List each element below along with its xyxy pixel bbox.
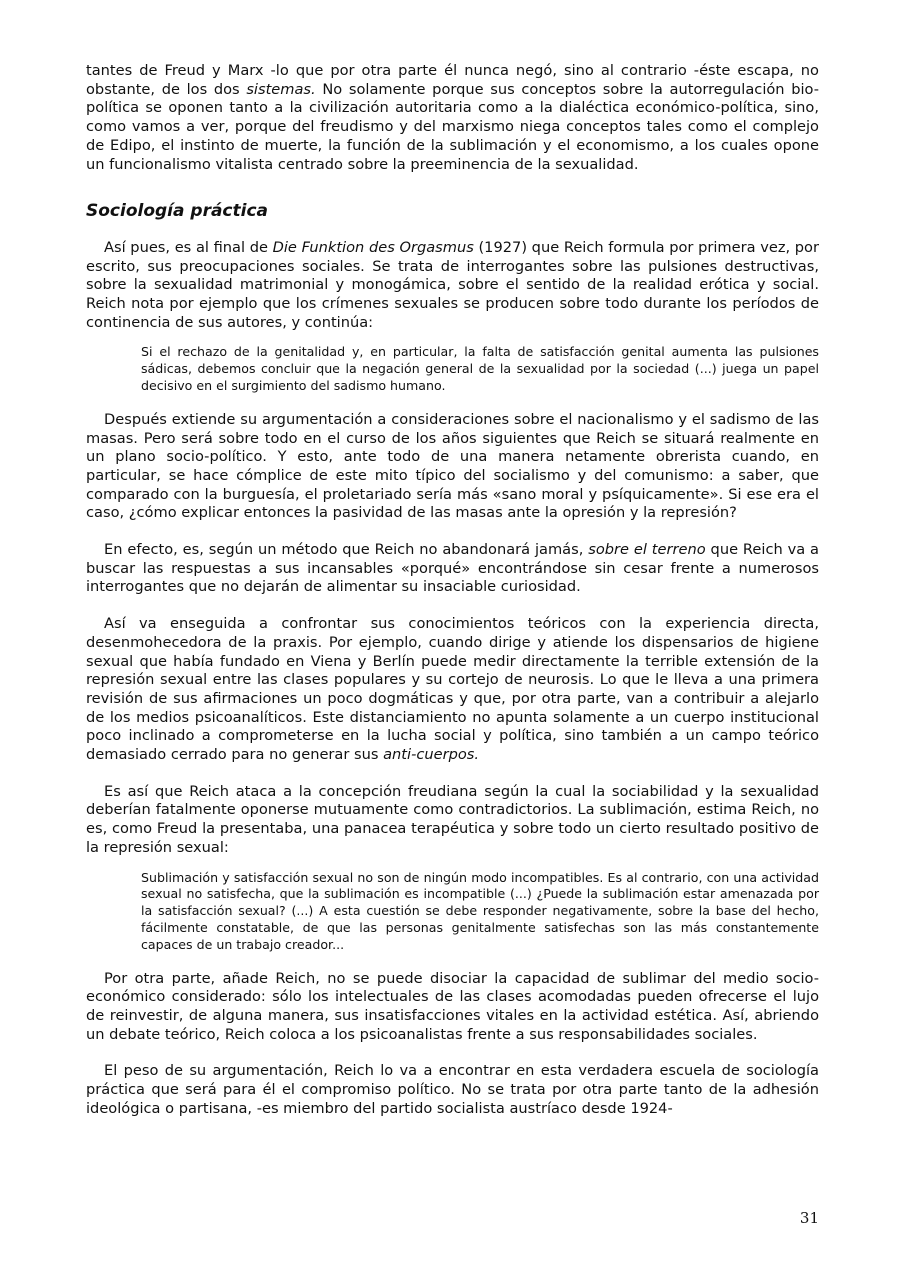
paragraph-6: Por otra parte, añade Reich, no se puede disociar la capacidad de sublimar del medio socio-económico considerado: sólo los intelectuales de las clases acomodadas pueden ofrecerse el lujo de reinvestir, de alguna manera, sus insatisfacciones vitales en la actividad estética. Así, abriendo un debate teórico, Reich coloca a los psicoanalistas frente a sus responsabilidades sociales. (86, 969, 819, 1043)
intro-paragraph (86, 62, 819, 174)
paragraph-7: El peso de su argumentación, Reich lo va a encontrar en esta verdadera escuela de sociología práctica que será para él el compromiso político. No se trata por otra parte tanto de la adhesión ideológica o partisana, -es miembro del partido socialista austríaco desde 1924- (86, 1062, 819, 1117)
text-run: (1927) que Reich formula por primera vez, por escrito, sus preocupaciones sociales. Se trata de interrogantes sobre las pulsiones destructivas, sobre la sexualidad matrimonial y monogámica, sobre el sentido de la realidad erótica y social. Reich nota por ejemplo que los crímenes sexuales se producen sobre todo durante los períodos de continencia de sus autores, y continúa: (86, 238, 819, 331)
page-number: 31 (799, 1209, 819, 1227)
text-run: No solamente porque sus conceptos sobre la autorregulación bio-política se oponen tanto a la civilización autoritaria como a la dialéctica económico-política, sino, como vamos a ver, porque del freudismo y del marxismo niega conceptos tales como el complejo de Edipo, el instinto de muerte, la función de la sublimación y el economismo, a los cuales opone un funcionalismo vitalista centrado sobre la preeminencia de la sexualidad. (86, 80, 819, 173)
text-run: tantes de Freud y Marx -lo que por otra parte él nunca negó, sino al contrario -éste escapa, no obstante, de los dos (86, 62, 819, 98)
page-body (86, 62, 819, 1119)
emphasis: sistemas. (246, 80, 316, 98)
emphasis: Die Funktion des Orgasmus (272, 238, 474, 256)
paragraph-5: Es así que Reich ataca a la concepción freudiana según la cual la sociabilidad y la sexualidad deberían fatalmente oponerse mutuamente como contradictorios. La sublimación, estima Reich, no es, como Freud la presentaba, una panacea terapéutica y sobre todo un cierto resultado positivo de la represión sexual: (86, 782, 819, 856)
text-run: Así va enseguida a confrontar sus conocimientos teóricos con la experiencia directa, desenmohecedora de la praxis. Por ejemplo, cuando dirige y atiende los dispensarios de higiene sexual que había fundado en Viena y Berlín puede medir directamente la terrible extensión de la represión sexual entre las clases populares y su cortejo de neurosis. Lo que le lleva a una primera revisión de sus afirmaciones un poco dogmáticas y que, por otra parte, van a contribuir a alejarlo de los medios psicoanalíticos. Este distanciamiento no apunta solamente a un cuerpo institucional poco inclinado a comprometerse en la lucha social y política, sino también a un campo teórico demasiado cerrado para no generar sus (86, 615, 819, 764)
paragraph-1 (86, 239, 819, 333)
block-quote-2: Sublimación y satisfacción sexual no son de ningún modo incompatibles. Es al contrario, con una actividad sexual no satisfecha, que la sublimación es incompatible (...) ¿Puede la sublimación estar amenazada por la satisfacción sexual? (...) A esta cuestión se debe responder negativamente, sobre la base del hecho, fácilmente constatable, de que las personas genitalmente satisfechas son las más constantemente capaces de un trabajo creador... (141, 869, 819, 952)
paragraph-4 (86, 615, 819, 765)
paragraph-2: Después extiende su argumentación a consideraciones sobre el nacionalismo y el sadismo de las masas. Pero será sobre todo en el curso de los años siguientes que Reich se situará realmente en un plano socio-político. Y esto, ante todo de una manera netamente obrerista cuando, en particular, se hace cómplice de este mito típico del socialismo y del comunismo: a saber, que comparado con la burguesía, el proletariado sería más «sano moral y psíquicamente». Si ese era el caso, ¿cómo explicar entonces la pasividad de las masas ante la opresión y la represión? (86, 410, 819, 522)
text-run: que Reich va a buscar las respuestas a sus incansables «porqué» encontrándose sin cesar frente a numerosos interrogantes que no dejarán de alimentar su insaciable curiosidad. (86, 541, 819, 596)
emphasis: sobre el terreno (588, 541, 706, 559)
section-heading: Sociología práctica (86, 201, 269, 222)
text-run: Así pues, es al final de (104, 238, 273, 256)
paragraph-3 (86, 541, 819, 597)
emphasis: anti-cuerpos. (383, 746, 480, 764)
block-quote-1: Si el rechazo de la genitalidad y, en particular, la falta de satisfacción genital aumenta las pulsiones sádicas, debemos concluir que la negación general de la sexualidad por la sociedad (...) juega un papel decisivo en el surgimiento del sadismo humano. (141, 344, 819, 394)
text-run: En efecto, es, según un método que Reich no abandonará jamás, (104, 541, 589, 559)
